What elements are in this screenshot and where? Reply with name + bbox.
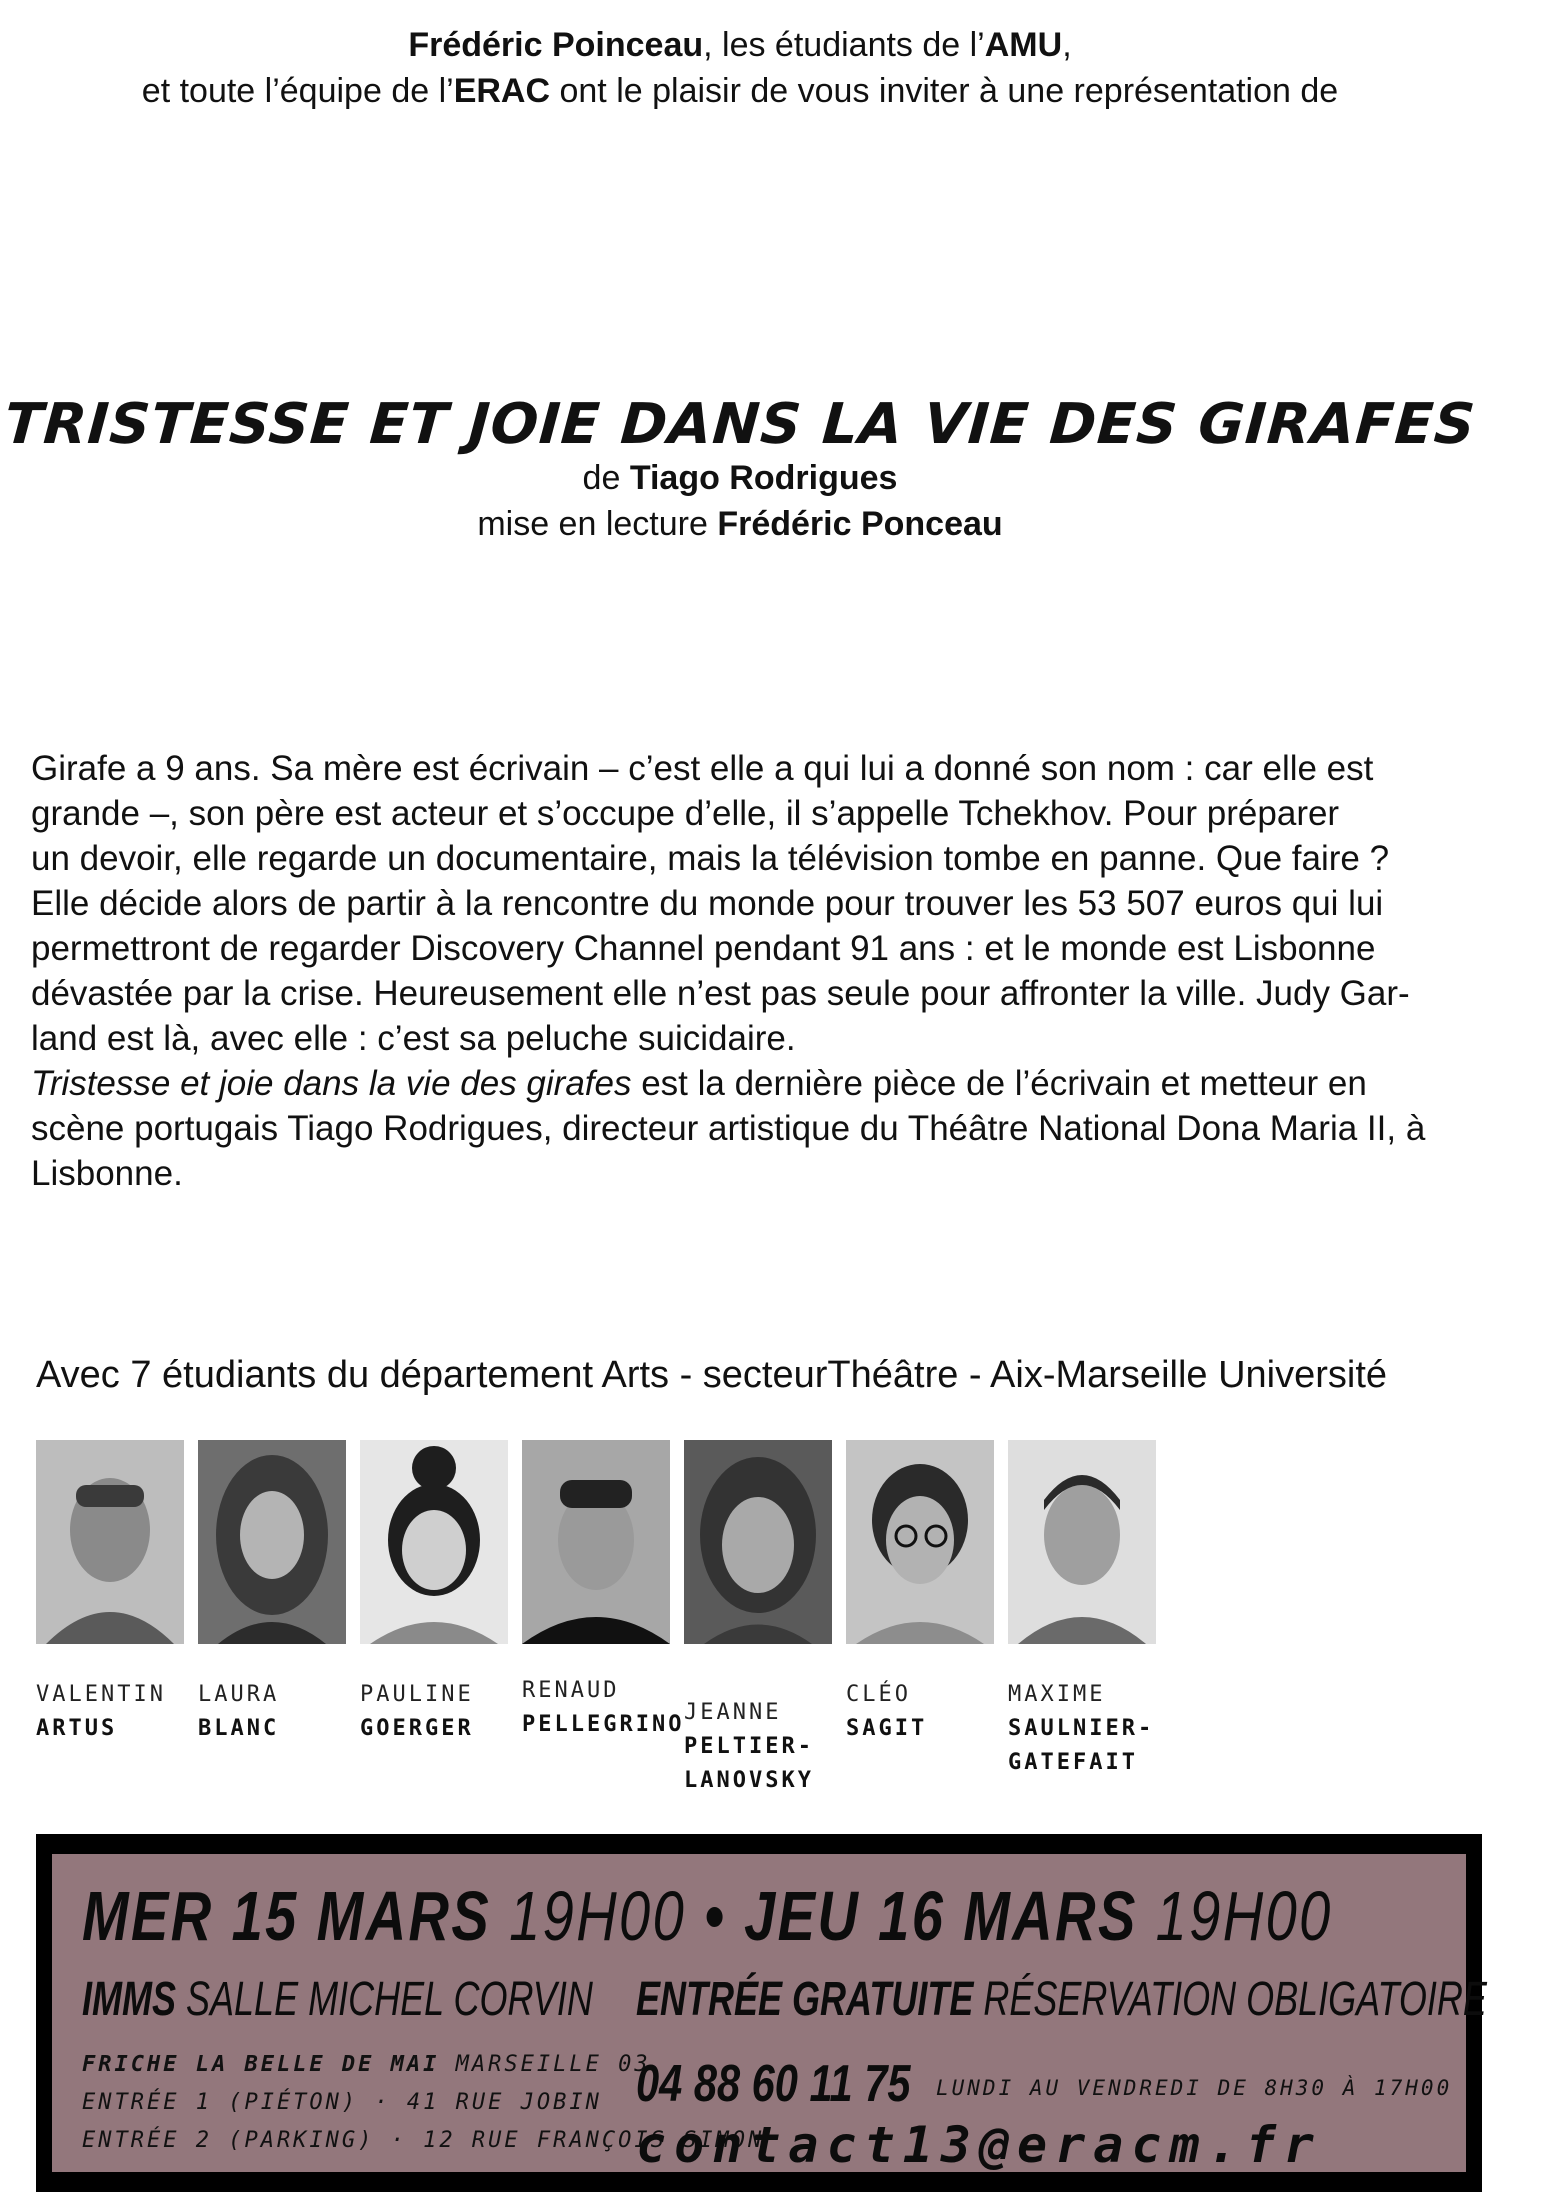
play-credits <box>0 455 1480 547</box>
cast-name: JEANNE PELTIER- LANOVSKY <box>684 1700 814 1793</box>
opening-hours: LUNDI AU VENDREDI DE 8H30 À 17H00 <box>936 2076 1453 2100</box>
org-amu: AMU <box>984 26 1063 64</box>
synopsis-line: permettront de regarder Discovery Channel pendant 91 ans : et le monde est Lisbonne <box>31 929 1376 968</box>
event-banner <box>36 1834 1487 2192</box>
synopsis-line: Tristesse et joie dans la vie des girafes est la dernière pièce de l’écrivain et metteur en <box>31 1064 1367 1103</box>
synopsis-line: Girafe a 9 ans. Sa mère est écrivain – c’est elle a qui lui a donné son nom : car elle est <box>31 749 1374 788</box>
contact-email[interactable]: contact13@eracm.fr <box>636 2116 1322 2174</box>
cast-photo <box>360 1440 508 1644</box>
cast-photo <box>1008 1440 1156 1644</box>
host-name: Frédéric Poinceau <box>408 26 704 64</box>
synopsis-line: dévastée par la crise. Heureusement elle n’est pas seule pour affronter la ville. Judy Gar- <box>31 974 1410 1013</box>
cast-name: PAULINE GOERGER <box>360 1682 474 1741</box>
cast-name: LAURA BLANC <box>198 1682 280 1741</box>
org-erac: ERAC <box>453 72 551 110</box>
phone-number[interactable]: 04 88 60 11 75 <box>636 2055 911 2113</box>
address-line-2: ENTRÉE 1 (PIÉTON) · 41 RUE JOBIN <box>82 2090 602 2115</box>
cast-name: CLÉO SAGIT <box>846 1682 928 1741</box>
address-line-3: ENTRÉE 2 (PARKING) · 12 RUE FRANÇOIS SIMON <box>82 2128 765 2153</box>
event-dates: MER 15 MARS 19H00 • JEU 16 MARS 19H00 <box>82 1877 1333 1955</box>
author-name: Tiago Rodrigues <box>629 459 898 497</box>
cast-intro: Avec 7 étudiants du département Arts - secteurThéâtre - Aix-Marseille Université <box>36 1354 1388 1396</box>
synopsis-line: scène portugais Tiago Rodrigues, directeur artistique du Théâtre National Dona Maria II, à <box>31 1109 1426 1148</box>
invitation-text <box>0 22 1480 114</box>
director-line: mise en lecture Frédéric Ponceau <box>477 505 1003 543</box>
synopsis-line: Lisbonne. <box>31 1154 183 1193</box>
play-title-italic: Tristesse et joie dans la vie des girafes <box>31 1064 632 1103</box>
director-name: Frédéric Ponceau <box>717 505 1003 543</box>
cast-name: RENAUD PELLEGRINO <box>522 1678 685 1737</box>
cast-photo <box>522 1440 670 1644</box>
cast-photo <box>846 1440 994 1644</box>
cast-photo <box>684 1440 832 1644</box>
cast-photo <box>198 1440 346 1644</box>
cast-photo <box>36 1440 184 1644</box>
synopsis-line: land est là, avec elle : c’est sa peluche suicidaire. <box>31 1019 796 1058</box>
author-line: de Tiago Rodrigues <box>582 459 898 497</box>
synopsis <box>31 746 1491 1196</box>
cast-name: MAXIME SAULNIER- GATEFAIT <box>1008 1682 1155 1775</box>
play-title: TRISTESSE ET JOIE DANS LA VIE DES GIRAFES <box>2 392 1478 457</box>
cast-name: VALENTIN ARTUS <box>36 1682 166 1741</box>
synopsis-line: un devoir, elle regarde un documentaire, mais la télévision tombe en panne. Que faire ? <box>31 839 1390 878</box>
entry-info: ENTRÉE GRATUITE RÉSERVATION OBLIGATOIRE <box>636 1973 1487 2026</box>
event-banner-panel <box>52 1854 1487 2174</box>
invitation-line-2: et toute l’équipe de l’ERAC ont le plaisir de vous inviter à une représentation de <box>141 72 1339 110</box>
synopsis-line: grande –, son père est acteur et s’occupe d’elle, il s’appelle Tchekhov. Pour préparer <box>31 794 1340 833</box>
venue: IMMS SALLE MICHEL CORVIN <box>82 1973 593 2026</box>
address-line-1: FRICHE LA BELLE DE MAI MARSEILLE 03 <box>82 2052 651 2077</box>
synopsis-line: Elle décide alors de partir à la rencontre du monde pour trouver les 53 507 euros qui lui <box>31 884 1384 923</box>
invitation-line-1: Frédéric Poinceau, les étudiants de l’AMU, <box>408 26 1072 64</box>
